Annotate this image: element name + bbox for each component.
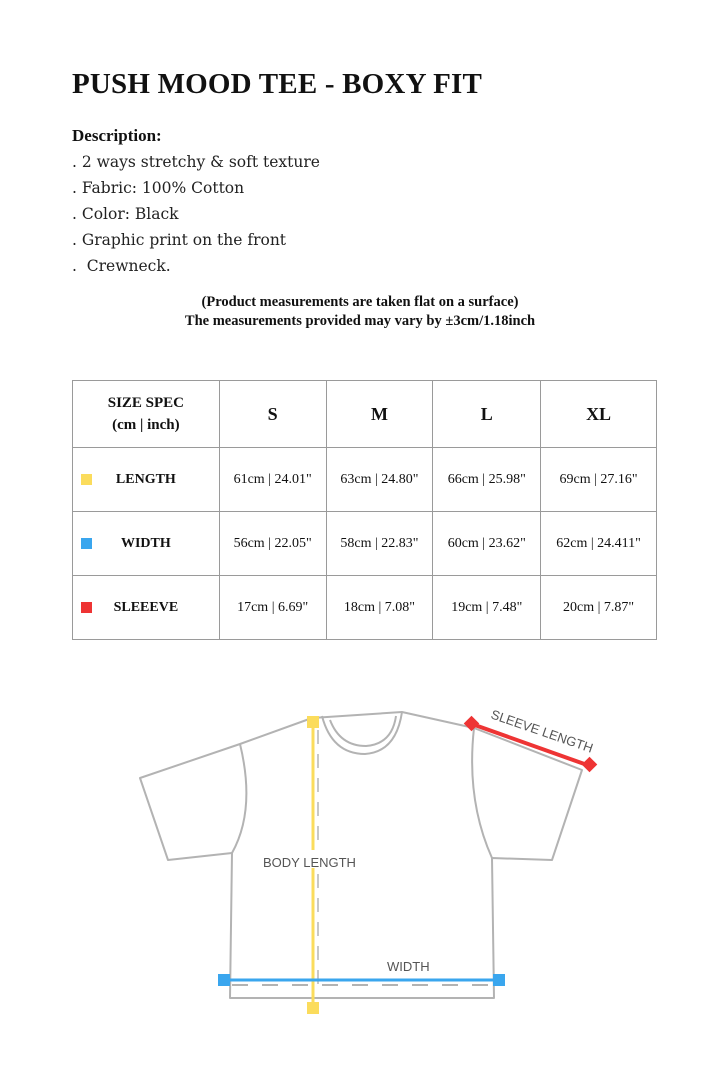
table-cell: 58cm | 22.83"	[326, 512, 433, 576]
length-swatch-icon	[81, 474, 92, 485]
sleeve-swatch-icon	[81, 602, 92, 613]
row-label-cell	[73, 448, 220, 512]
row-label-cell	[73, 576, 220, 640]
sleeve-length-label: SLEEVE LENGTH	[489, 706, 596, 756]
tolerance-note: The measurements provided may vary by ±3cm/1.18inch	[184, 313, 536, 329]
description-list	[72, 151, 320, 281]
list-item: . Graphic print on the front	[72, 231, 287, 249]
tee-measurement-diagram	[0, 690, 720, 1030]
table-header-row	[73, 381, 657, 448]
page-title: PUSH MOOD TEE - BOXY FIT	[72, 68, 483, 100]
table-cell: 66cm | 25.98"	[433, 448, 541, 512]
size-spec-table	[72, 380, 657, 640]
table-cell: 63cm | 24.80"	[326, 448, 433, 512]
description-heading: Description:	[72, 126, 162, 145]
size-spec-unit: (cm | inch)	[112, 417, 180, 433]
body-length-top-marker	[307, 716, 319, 728]
size-header-m: M	[326, 381, 433, 448]
table-row	[73, 576, 657, 640]
width-left-marker	[218, 974, 230, 986]
sleeve-end-marker	[582, 757, 598, 773]
list-item: . Fabric: 100% Cotton	[72, 179, 245, 197]
measurement-note: (Product measurements are taken flat on a surface)	[201, 294, 519, 310]
width-right-marker	[493, 974, 505, 986]
tee-outline-svg	[0, 690, 720, 1030]
width-swatch-icon	[81, 538, 92, 549]
body-length-bottom-marker	[307, 1002, 319, 1014]
row-label: SLEEEVE	[113, 599, 179, 615]
row-label: LENGTH	[115, 471, 176, 487]
row-label-cell	[73, 512, 220, 576]
table-cell: 18cm | 7.08"	[326, 576, 433, 640]
size-header-l: L	[433, 381, 541, 448]
table-row	[73, 512, 657, 576]
table-row	[73, 448, 657, 512]
list-item: . Crewneck.	[72, 257, 171, 275]
table-cell: 19cm | 7.48"	[433, 576, 541, 640]
size-header-s: S	[219, 381, 326, 448]
row-label: WIDTH	[120, 535, 171, 551]
table-cell: 62cm | 24.411"	[541, 512, 657, 576]
body-length-label: BODY LENGTH	[263, 855, 356, 870]
table-cell: 20cm | 7.87"	[541, 576, 657, 640]
size-spec-label: SIZE SPEC	[107, 395, 185, 411]
table-cell: 60cm | 23.62"	[433, 512, 541, 576]
tee-outline-icon	[140, 712, 582, 998]
width-label: WIDTH	[387, 959, 430, 974]
size-spec-header	[73, 381, 220, 448]
table-cell: 56cm | 22.05"	[219, 512, 326, 576]
table-cell: 61cm | 24.01"	[219, 448, 326, 512]
size-header-xl: XL	[541, 381, 657, 448]
table-cell: 69cm | 27.16"	[541, 448, 657, 512]
list-item: . Color: Black	[72, 205, 179, 223]
table-cell: 17cm | 6.69"	[219, 576, 326, 640]
list-item: . 2 ways stretchy & soft texture	[72, 153, 320, 171]
